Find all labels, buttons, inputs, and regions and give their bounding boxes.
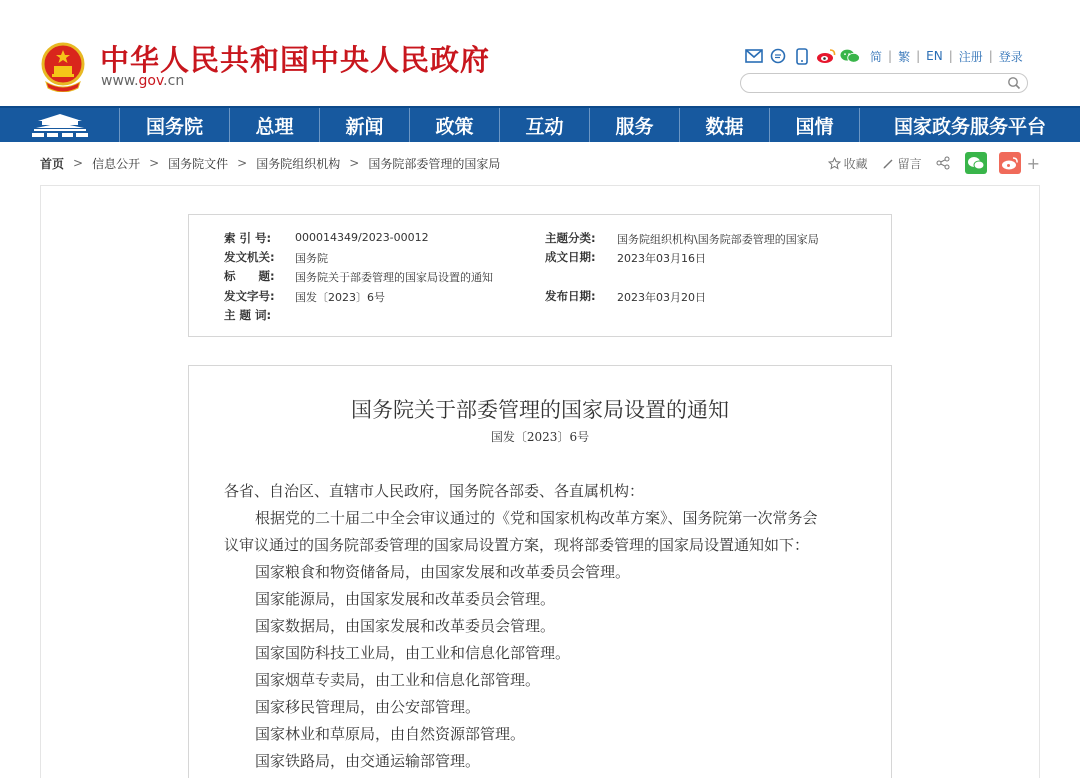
weibo-icon xyxy=(1001,156,1019,170)
star-icon xyxy=(828,157,841,170)
comment-button[interactable] xyxy=(882,155,922,172)
search-input[interactable] xyxy=(740,73,1028,93)
site-url xyxy=(101,73,184,89)
nav-item-national-info[interactable]: 国情 xyxy=(770,108,860,142)
lang-traditional-link[interactable]: 繁 xyxy=(898,49,911,64)
document-number: 国发〔2023〕6号 xyxy=(490,430,590,444)
nav-item-gov-service-platform[interactable]: 国家政务服务平台 xyxy=(893,115,1046,138)
chevron-right-icon: > xyxy=(149,156,160,170)
share-weibo-button[interactable] xyxy=(999,152,1021,174)
written-date-label: 成文日期: xyxy=(545,250,596,264)
site-url-prefix: www. xyxy=(101,73,139,89)
doc-number-label: 发文字号: xyxy=(224,289,275,303)
pencil-icon xyxy=(882,157,895,170)
nav-item-data[interactable]: 数据 xyxy=(680,108,770,142)
doc-title-value: 国务院关于部委管理的国家局设置的通知 xyxy=(295,271,493,284)
nav-home-logo[interactable] xyxy=(0,108,120,142)
written-date-value: 2023年03月16日 xyxy=(617,252,706,265)
intro-paragraph-line-2: 议审议通过的国务院部委管理的国家局设置方案，现将部委管理的国家局设置通知如下： xyxy=(224,536,810,554)
share-toolbar xyxy=(814,152,1040,174)
nav-item-services[interactable]: 服务 xyxy=(590,108,680,142)
site-header xyxy=(0,0,1080,106)
list-item: 国家数据局，由国家发展和改革委员会管理。 xyxy=(255,617,556,635)
site-url-domain: gov xyxy=(138,73,164,89)
list-item: 国家粮食和物资储备局，由国家发展和改革委员会管理。 xyxy=(255,563,631,581)
list-item: 国家铁路局，由交通运输部管理。 xyxy=(255,752,481,770)
chevron-right-icon: > xyxy=(349,156,360,170)
mobile-icon[interactable] xyxy=(792,46,812,66)
doc-title-label: 标 题: xyxy=(224,269,275,283)
salutation: 各省、自治区、直辖市人民政府，国务院各部委、各直属机构： xyxy=(224,482,645,500)
language-links xyxy=(870,48,1023,65)
share-icon xyxy=(936,156,950,170)
comment-label: 留言 xyxy=(897,156,922,171)
doc-number-value: 国发〔2023〕6号 xyxy=(295,291,385,304)
nav-item-premier[interactable]: 总理 xyxy=(230,108,320,142)
document-title: 国务院关于部委管理的国家局设置的通知 xyxy=(351,398,729,422)
breadcrumb-council-organs[interactable]: 国务院组织机构 xyxy=(256,156,341,171)
nav-item-news[interactable]: 新闻 xyxy=(320,108,410,142)
document-body xyxy=(188,365,892,778)
topic-category-label: 主题分类: xyxy=(545,231,596,245)
header-tools xyxy=(744,45,1023,67)
divider: | xyxy=(948,49,953,63)
mail-icon[interactable] xyxy=(744,46,764,66)
lang-simplified-link[interactable]: 简 xyxy=(870,49,883,64)
publish-date-label: 发布日期: xyxy=(545,289,596,303)
list-item: 国家能源局，由国家发展和改革委员会管理。 xyxy=(255,590,556,608)
chevron-right-icon: > xyxy=(237,156,248,170)
share-button[interactable] xyxy=(936,156,953,170)
weibo-icon[interactable] xyxy=(816,46,836,66)
favorite-button[interactable] xyxy=(828,155,868,172)
index-number-value: 000014349/2023-00012 xyxy=(295,231,429,244)
site-url-suffix: .cn xyxy=(163,73,185,89)
breadcrumb-info-disclosure[interactable]: 信息公开 xyxy=(92,156,141,171)
chevron-right-icon: > xyxy=(73,156,84,170)
document-metadata-table xyxy=(188,214,892,337)
national-emblem-icon[interactable] xyxy=(40,42,86,92)
breadcrumb-national-bureaus[interactable]: 国务院部委管理的国家局 xyxy=(368,156,501,171)
topic-category-value: 国务院组织机构\国务院部委管理的国家局 xyxy=(617,233,819,246)
issuing-authority-value: 国务院 xyxy=(295,252,328,265)
wechat-icon[interactable] xyxy=(840,46,860,66)
login-link[interactable]: 登录 xyxy=(998,49,1023,64)
breadcrumb-council-documents[interactable]: 国务院文件 xyxy=(168,156,229,171)
share-wechat-button[interactable] xyxy=(965,152,987,174)
chat-bubble-icon[interactable] xyxy=(768,46,788,66)
breadcrumb-home[interactable]: 首页 xyxy=(40,156,65,171)
breadcrumb xyxy=(40,152,1040,174)
list-item: 国家烟草专卖局，由工业和信息化部管理。 xyxy=(255,671,541,689)
register-link[interactable]: 注册 xyxy=(958,49,983,64)
intro-paragraph-line-1: 根据党的二十届二中全会审议通过的《党和国家机构改革方案》、国务院第一次常务会 xyxy=(255,509,818,527)
keywords-label: 主 题 词: xyxy=(224,308,272,322)
tiananmen-icon xyxy=(30,112,90,138)
nav-item-state-council[interactable]: 国务院 xyxy=(120,108,230,142)
search-icon[interactable] xyxy=(1007,76,1021,90)
list-item: 国家移民管理局，由公安部管理。 xyxy=(255,698,481,716)
main-nav xyxy=(0,106,1080,142)
nav-item-policy[interactable]: 政策 xyxy=(410,108,500,142)
divider: | xyxy=(888,49,893,63)
favorite-label: 收藏 xyxy=(843,156,868,171)
list-item: 国家国防科技工业局，由工业和信息化部管理。 xyxy=(255,644,571,662)
divider: | xyxy=(916,49,921,63)
more-share-button[interactable]: + xyxy=(1026,153,1040,173)
publish-date-value: 2023年03月20日 xyxy=(617,291,706,304)
issuing-authority-label: 发文机关: xyxy=(224,250,275,264)
list-item: 国家林业和草原局，由自然资源部管理。 xyxy=(255,725,526,743)
divider: | xyxy=(988,49,993,63)
lang-english-link[interactable]: EN xyxy=(926,49,943,63)
nav-item-interaction[interactable]: 互动 xyxy=(500,108,590,142)
index-number-label: 索 引 号: xyxy=(224,231,272,245)
site-title[interactable]: 中华人民共和国中央人民政府 xyxy=(100,43,491,77)
wechat-icon xyxy=(967,156,985,170)
